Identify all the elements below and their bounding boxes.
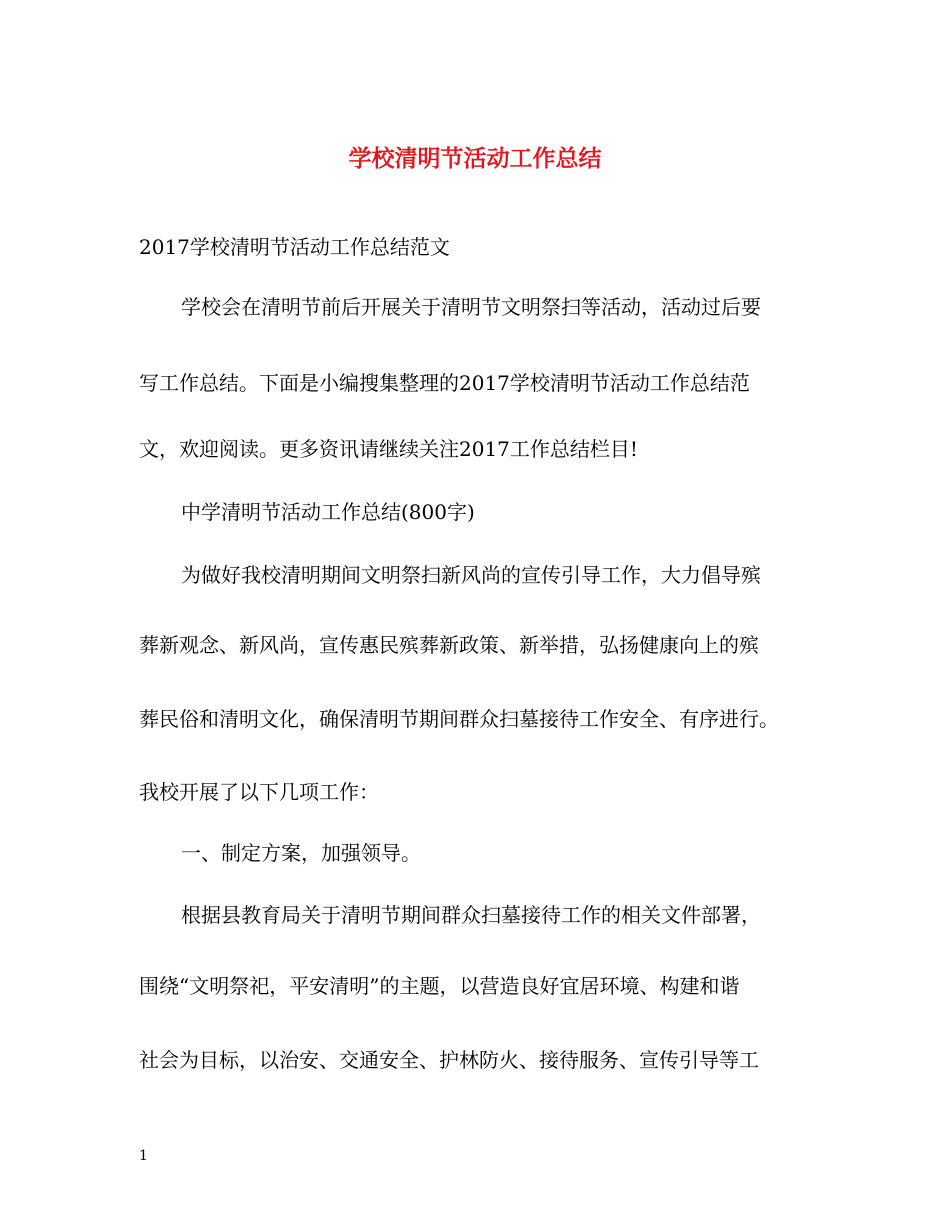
paragraph-line: 我校开展了以下几项工作： xyxy=(139,780,379,804)
paragraph-line: 围绕“文明祭祀，平安清明”的主题，以营造良好宜居环境、构建和谐 xyxy=(139,974,740,998)
paragraph-line: 学校会在清明节前后开展关于清明节文明祭扫等活动，活动过后要 xyxy=(181,295,761,319)
paragraph-line: 社会为目标，以治安、交通安全、护林防火、接待服务、宣传引导等工 xyxy=(139,1048,759,1072)
paragraph-line: 根据县教育局关于清明节期间群众扫墓接待工作的相关文件部署， xyxy=(181,903,761,927)
section-heading: 中学清明节活动工作总结(800字) xyxy=(181,500,475,524)
document-subtitle: 2017学校清明节活动工作总结范文 xyxy=(139,235,450,259)
page-number: 1 xyxy=(139,1148,148,1164)
paragraph-line: 为做好我校清明期间文明祭扫新风尚的宣传引导工作，大力倡导殡 xyxy=(181,563,761,587)
paragraph-line: 葬民俗和清明文化，确保清明节期间群众扫墓接待工作安全、有序进行。 xyxy=(139,707,779,731)
paragraph-line: 文，欢迎阅读。更多资讯请继续关注2017工作总结栏目! xyxy=(139,437,638,461)
paragraph-line: 写工作总结。下面是小编搜集整理的2017学校清明节活动工作总结范 xyxy=(139,371,750,395)
section-heading: 一、制定方案，加强领导。 xyxy=(181,841,421,865)
paragraph-line: 葬新观念、新风尚，宣传惠民殡葬新政策、新举措，弘扬健康向上的殡 xyxy=(139,633,759,657)
document-title: 学校清明节活动工作总结 xyxy=(348,145,602,172)
